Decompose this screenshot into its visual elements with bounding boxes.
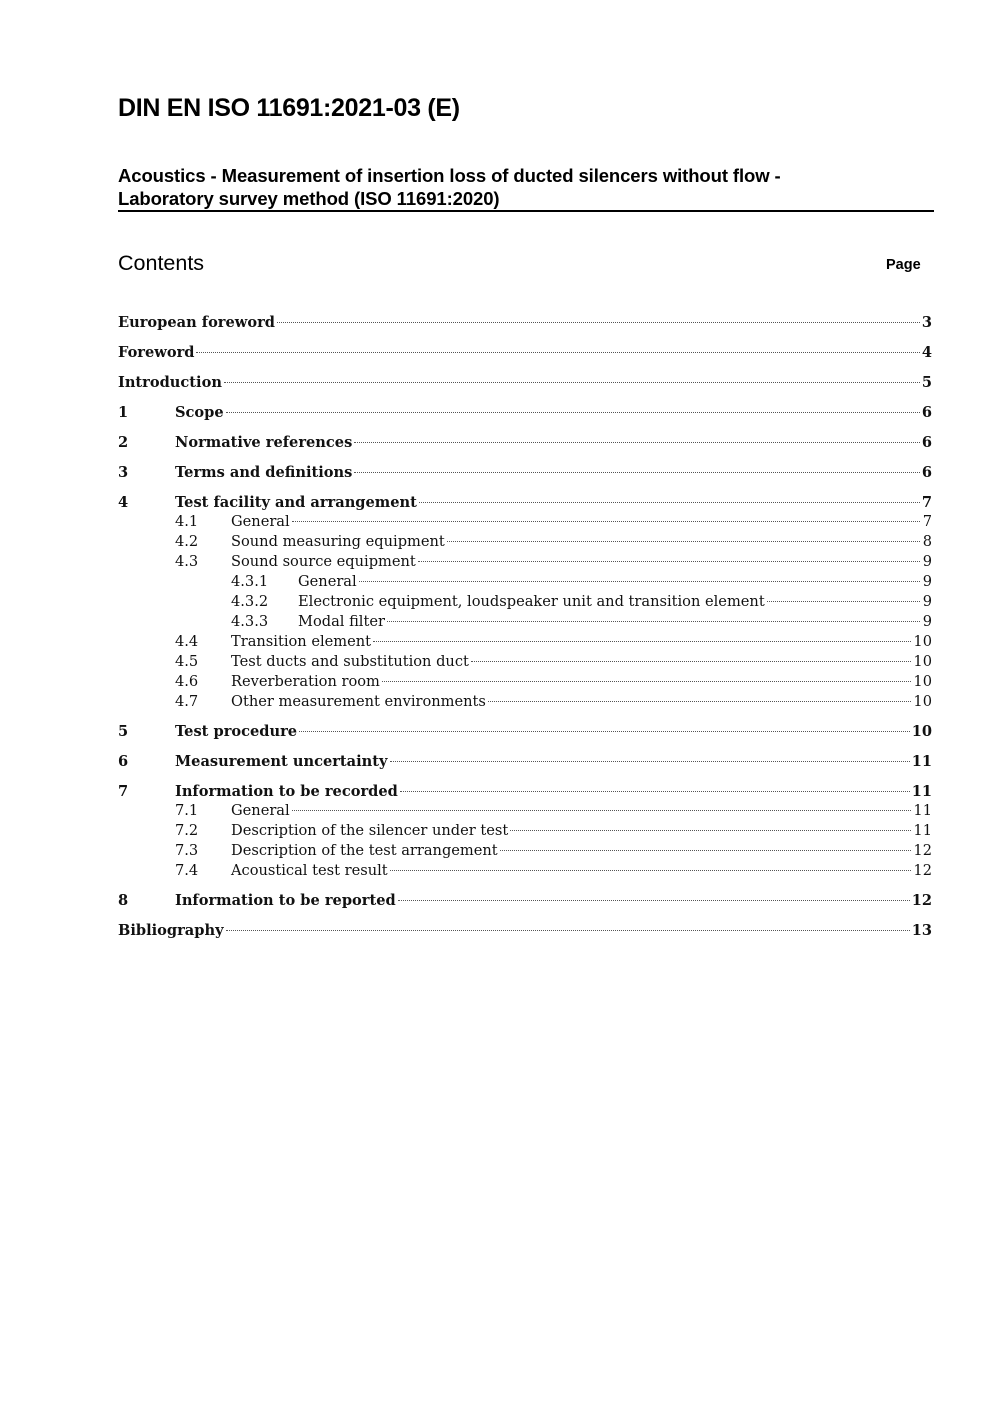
toc-entry[interactable] (118, 372, 932, 393)
toc-entry-page-number: 10 (913, 633, 932, 650)
toc-dot-leader (354, 472, 919, 473)
toc-entry-title: Sound source equipment (231, 553, 416, 570)
toc-entry-page-number: 8 (922, 533, 932, 550)
toc-entry-number: 4.6 (175, 673, 199, 690)
toc-entry[interactable] (118, 532, 932, 552)
toc-entry-title: General (231, 802, 290, 819)
toc-dot-leader (196, 352, 919, 353)
toc-dot-leader (419, 502, 920, 503)
toc-entry-title: General (298, 573, 357, 590)
toc-entry-page-number: 7 (922, 513, 932, 530)
toc-dot-leader (510, 830, 911, 831)
toc-entry-number: 4.3 (175, 553, 199, 570)
toc-entry-page-number: 10 (911, 723, 932, 740)
toc-entry-page-number: 10 (913, 653, 932, 670)
toc-entry-number: 4.3.2 (231, 593, 269, 610)
toc-entry-title: Transition element (231, 633, 372, 650)
toc-entry[interactable] (118, 402, 932, 423)
toc-dot-leader (400, 791, 910, 792)
toc-entry-title: Terms and definitions (175, 464, 353, 481)
toc-dot-leader (418, 561, 920, 562)
toc-entry-page-number: 5 (921, 374, 932, 391)
toc-entry-number: 3 (118, 464, 129, 481)
toc-entry[interactable] (118, 841, 932, 861)
toc-entry-title: Test facility and arrangement (175, 494, 417, 511)
document-id: DIN EN ISO 11691:2021-03 (E) (118, 94, 460, 122)
toc-entry-title: Electronic equipment, loudspeaker unit and transition element (298, 593, 765, 610)
toc-entry-page-number: 10 (913, 693, 932, 710)
toc-entry-title: Description of the test arrangement (231, 842, 498, 859)
toc-entry[interactable] (118, 342, 932, 363)
toc-entry[interactable] (118, 781, 932, 802)
toc-entry[interactable] (118, 861, 932, 881)
toc-dot-leader (292, 810, 912, 811)
toc-entry-title: Normative references (175, 434, 353, 451)
toc-entry-page-number: 6 (921, 434, 932, 451)
toc-entry-page-number: 12 (913, 842, 932, 859)
toc-entry-page-number: 9 (922, 613, 932, 630)
contents-heading: Contents (118, 251, 205, 275)
toc-entry[interactable] (118, 821, 932, 841)
toc-entry[interactable] (118, 632, 932, 652)
toc-entry-page-number: 12 (913, 862, 932, 879)
toc-entry-title: European foreword (118, 314, 275, 331)
toc-entry[interactable] (118, 721, 932, 742)
toc-entry-title: Measurement uncertainty (175, 753, 388, 770)
page-column-heading: Page (886, 257, 921, 273)
toc-entry[interactable] (118, 672, 932, 692)
toc-dot-leader (447, 541, 920, 542)
toc-entry-number: 5 (118, 723, 129, 740)
toc-entry-title: Bibliography (118, 922, 224, 939)
toc-entry-page-number: 12 (911, 892, 932, 909)
toc-entry-page-number: 10 (913, 673, 932, 690)
toc-entry-page-number: 13 (911, 922, 932, 939)
toc-dot-leader (390, 870, 912, 871)
toc-entry[interactable] (118, 612, 932, 632)
toc-entry-number: 1 (118, 404, 129, 421)
toc-dot-leader (226, 930, 910, 931)
toc-entry-number: 8 (118, 892, 129, 909)
toc-entry-title: Sound measuring equipment (231, 533, 445, 550)
toc-entry[interactable] (118, 592, 932, 612)
toc-dot-leader (387, 621, 920, 622)
toc-entry-page-number: 6 (921, 404, 932, 421)
toc-dot-leader (398, 900, 910, 901)
toc-entry-title: Description of the silencer under test (231, 822, 509, 839)
toc-entry-page-number: 9 (922, 573, 932, 590)
toc-entry-title: Foreword (118, 344, 195, 361)
toc-entry-number: 4.1 (175, 513, 199, 530)
toc-entry[interactable] (118, 512, 932, 532)
toc-entry[interactable] (118, 552, 932, 572)
toc-entry-number: 4.7 (175, 693, 199, 710)
toc-dot-leader (292, 521, 920, 522)
toc-entry[interactable] (118, 572, 932, 592)
toc-entry-page-number: 6 (921, 464, 932, 481)
table-of-contents (118, 312, 932, 941)
toc-entry-title: Introduction (118, 374, 222, 391)
toc-entry-page-number: 11 (913, 802, 932, 819)
toc-entry-number: 4.3.1 (231, 573, 269, 590)
toc-dot-leader (471, 661, 912, 662)
toc-entry[interactable] (118, 652, 932, 672)
toc-entry[interactable] (118, 801, 932, 821)
document-title-line1: Acoustics - Measurement of insertion loss of ducted silencers without flow - (118, 165, 781, 186)
toc-entry-title: Information to be reported (175, 892, 396, 909)
toc-entry-page-number: 4 (921, 344, 932, 361)
toc-entry-page-number: 11 (911, 753, 932, 770)
toc-dot-leader (390, 761, 910, 762)
toc-dot-leader (226, 412, 920, 413)
toc-entry-number: 7.1 (175, 802, 199, 819)
toc-entry-title: Test procedure (175, 723, 298, 740)
toc-entry-page-number: 11 (911, 783, 932, 800)
toc-entry-number: 4.4 (175, 633, 199, 650)
toc-entry-page-number: 11 (913, 822, 932, 839)
toc-entry-number: 7.4 (175, 862, 199, 879)
toc-entry-number: 4.2 (175, 533, 199, 550)
toc-entry-page-number: 3 (921, 314, 932, 331)
toc-entry-page-number: 7 (921, 494, 932, 511)
toc-entry-number: 7.2 (175, 822, 199, 839)
toc-entry-page-number: 9 (922, 553, 932, 570)
toc-entry-number: 4.5 (175, 653, 199, 670)
toc-entry-number: 4.3.3 (231, 613, 269, 630)
toc-dot-leader (299, 731, 910, 732)
toc-dot-leader (354, 442, 920, 443)
toc-entry[interactable] (118, 890, 932, 911)
toc-entry[interactable] (118, 692, 932, 712)
document-title-line2: Laboratory survey method (ISO 11691:2020) (118, 188, 500, 209)
toc-entry[interactable] (118, 462, 932, 483)
toc-dot-leader (224, 382, 920, 383)
toc-entry-title: Other measurement environments (231, 693, 486, 710)
toc-entry-title: Scope (175, 404, 224, 421)
toc-entry-title: General (231, 513, 290, 530)
toc-entry[interactable] (118, 432, 932, 453)
toc-entry-title: Information to be recorded (175, 783, 398, 800)
toc-dot-leader (488, 701, 912, 702)
toc-entry[interactable] (118, 312, 932, 333)
document-title (118, 164, 934, 212)
toc-dot-leader (767, 601, 920, 602)
toc-entry-title: Acoustical test result (231, 862, 388, 879)
toc-dot-leader (373, 641, 911, 642)
toc-dot-leader (277, 322, 920, 323)
toc-dot-leader (382, 681, 912, 682)
toc-entry-number: 2 (118, 434, 129, 451)
toc-entry[interactable] (118, 751, 932, 772)
toc-entry-number: 6 (118, 753, 129, 770)
toc-entry[interactable] (118, 920, 932, 941)
toc-entry-number: 7 (118, 783, 129, 800)
toc-entry[interactable] (118, 492, 932, 513)
toc-entry-title: Test ducts and substitution duct (231, 653, 469, 670)
toc-dot-leader (500, 850, 912, 851)
toc-entry-title: Modal filter (298, 613, 385, 630)
toc-entry-number: 4 (118, 494, 129, 511)
toc-entry-title: Reverberation room (231, 673, 380, 690)
toc-entry-page-number: 9 (922, 593, 932, 610)
toc-entry-number: 7.3 (175, 842, 199, 859)
toc-dot-leader (359, 581, 920, 582)
